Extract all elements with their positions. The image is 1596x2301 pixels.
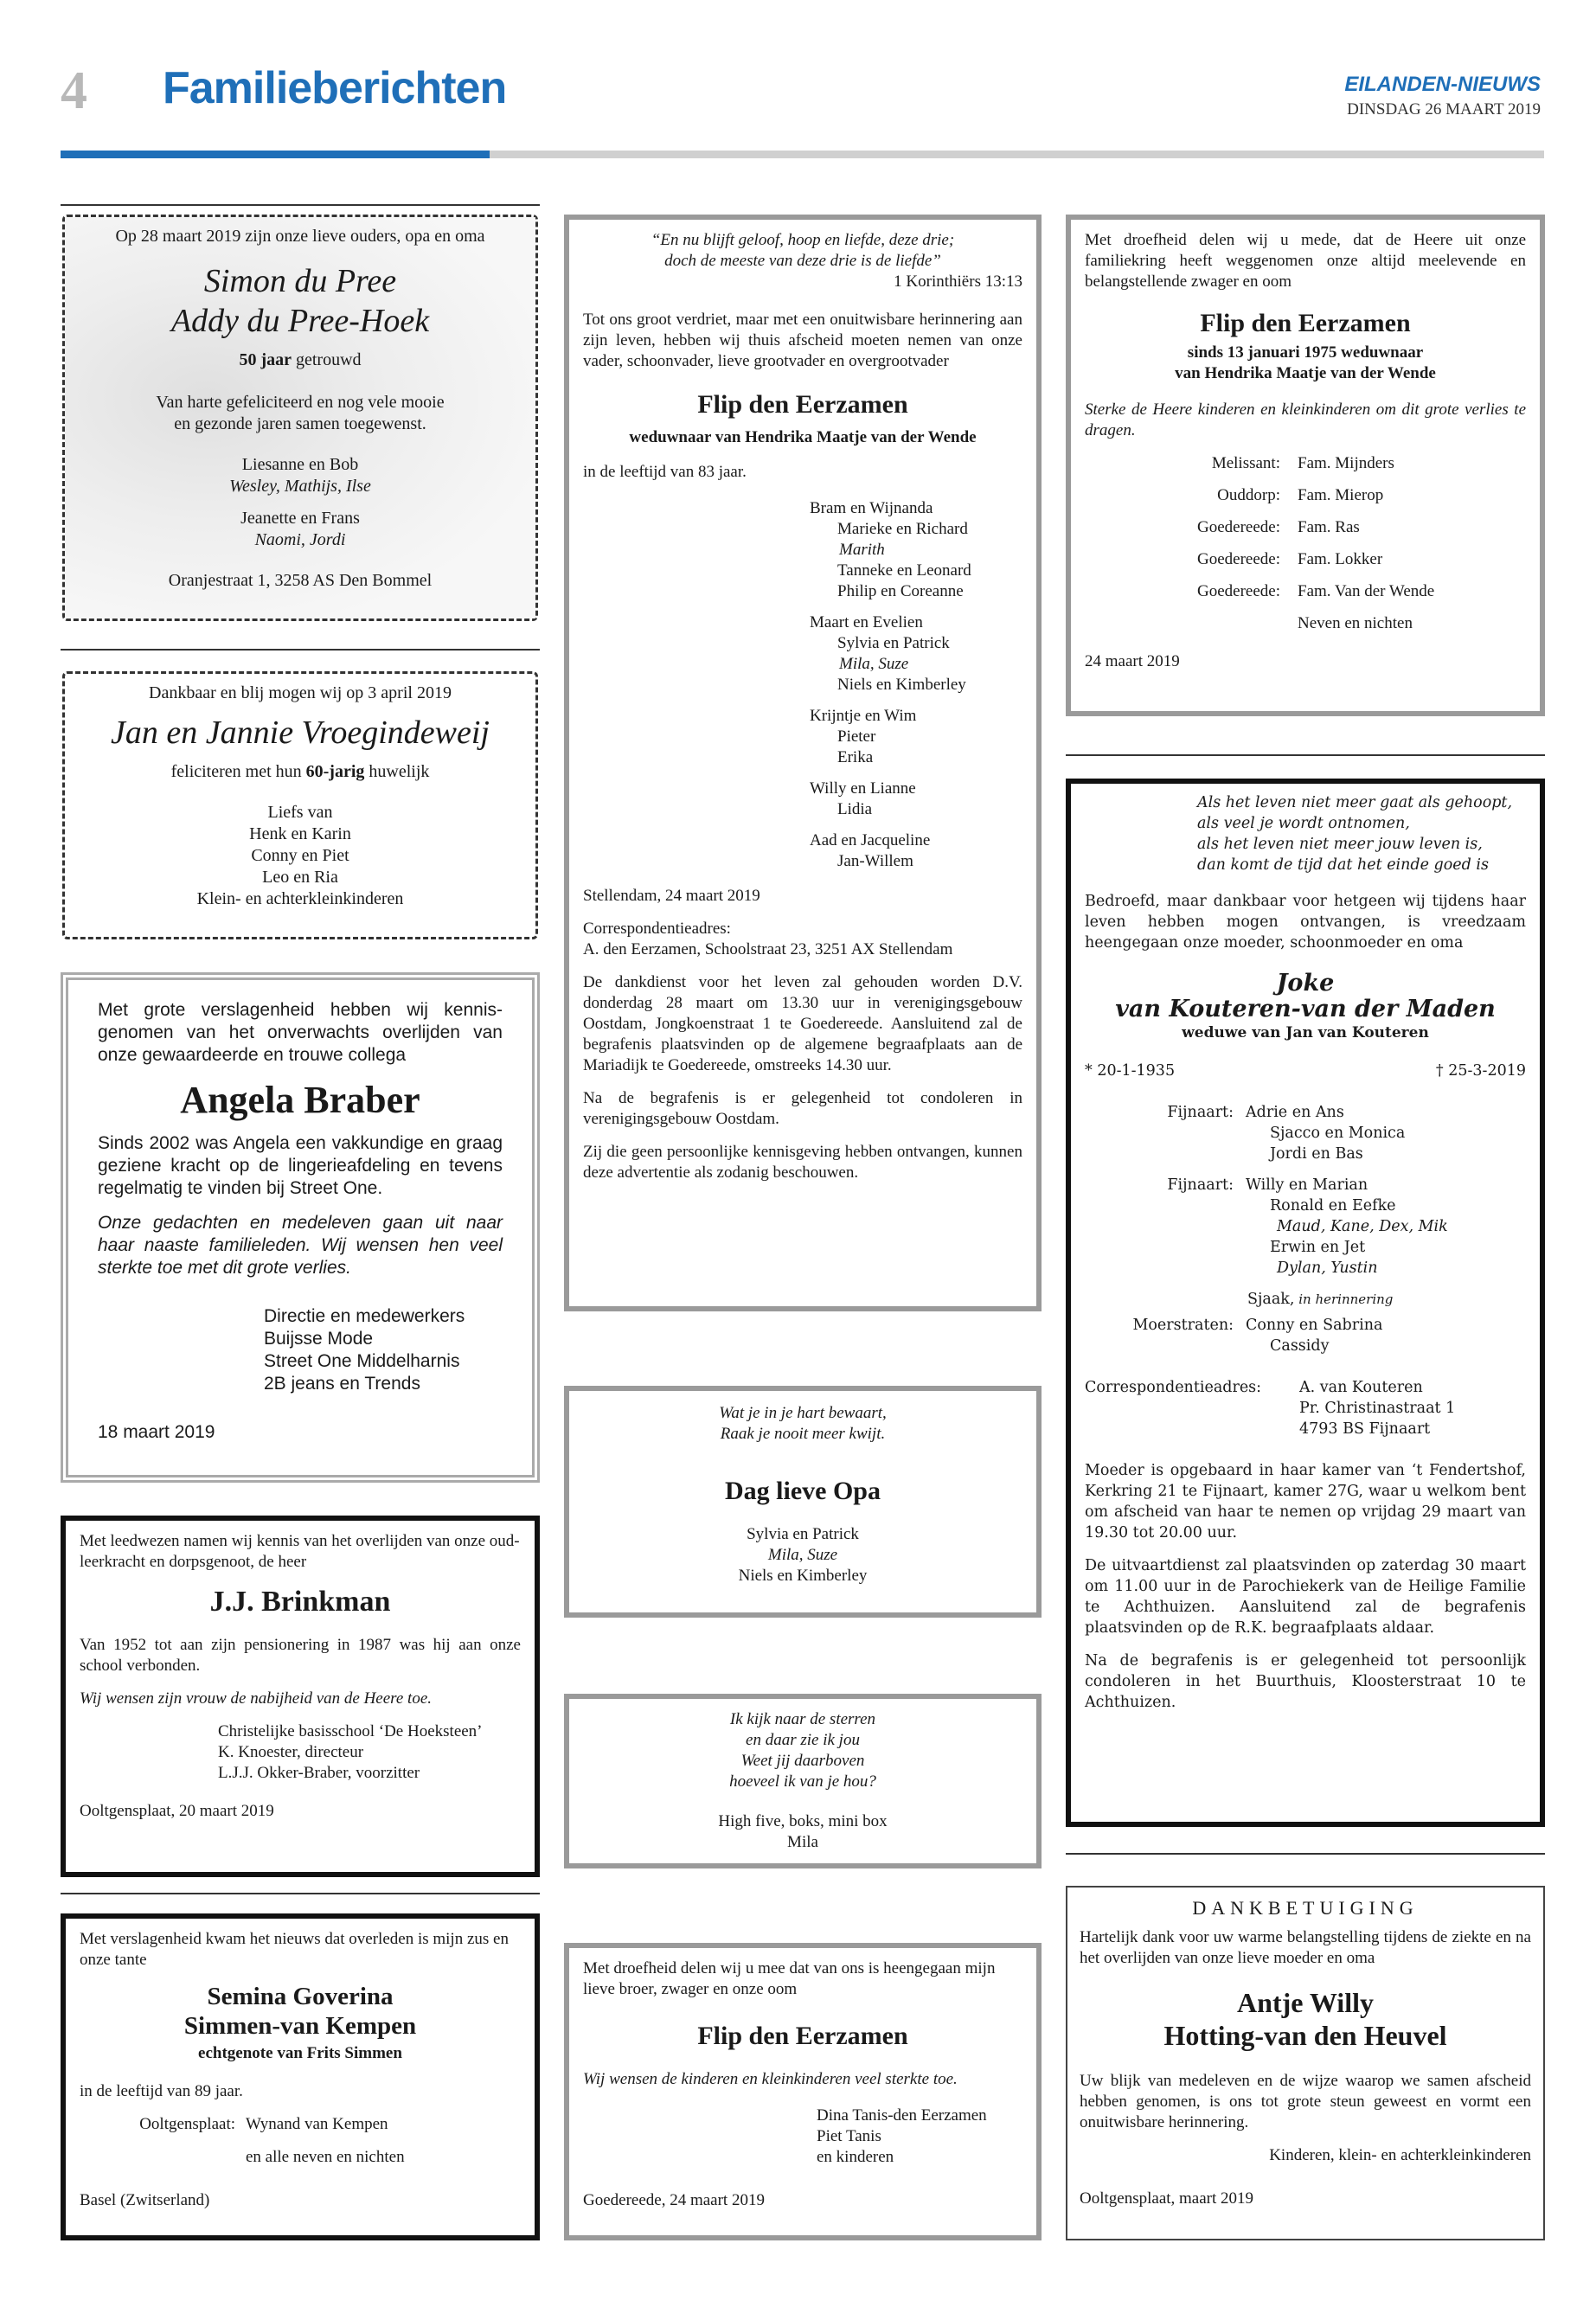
couple-name-2: Addy du Pree-Hoek [170,303,430,339]
ad-italic: Onze gedachten en medeleven gaan uit naar haar naaste familieleden. Wij wensen hen veel sterkte toe met dit grote verlies. [98,1213,503,1278]
congrats-text: huwelijk [364,762,430,781]
family-name: Fam. Mijnders [1298,454,1394,472]
signer: Kinderen, klein- en achterkleinkinderen [1269,2146,1531,2164]
deceased-name-2: Simmen-van Kempen [183,2012,417,2040]
family-line: Jeanette en Frans [240,509,360,528]
ad-bottom: Basel (Zwitserland) [80,2191,210,2209]
couple-name: Jan en Jannie Vroegindeweij [111,715,490,751]
family-table [1085,453,1526,634]
column-rule [61,1893,540,1894]
place-label: Fijnaart: [1167,1176,1234,1194]
signer: Mila [787,1833,818,1851]
family-row [1085,1216,1526,1237]
signer: K. Knoester, directeur [218,1743,364,1761]
family-member: Philip en Coreanne [837,582,964,600]
family-member: Marith [839,541,885,559]
quote-line: “En nu blijft geloof, hoop en liefde, deze drie; [651,231,955,249]
ad-intro: Met leedwezen namen wij kennis van het overlijden van onze oud-leerkracht en dorpsgenoot, de heer [80,1532,520,1571]
wish-line: en gezonde jaren samen toegewenst. [174,414,426,433]
signer: Directie en medewerkers [264,1306,465,1326]
signer: Christelijke basisschool ‘De Hoeksteen’ [218,1722,483,1740]
corr-label: Correspondentieadres: [1085,1379,1262,1396]
place-label [1085,1258,1246,1279]
family-member: Krijntje en Wim [810,707,917,725]
ad-italic: Wij wensen zijn vrouw de nabijheid van de Heere toe. [80,1689,433,1708]
birth-date: * 20-1-1935 [1085,1062,1176,1080]
signer: High five, boks, mini box [718,1812,888,1830]
family-member: Niels en Kimberley [837,676,966,694]
ad-intro: Dankbaar en blij mogen wij op 3 april 2019 [149,683,452,702]
place-label: Ouddorp: [1217,486,1280,504]
masthead-logo: EILANDEN-NIEUWS [1344,73,1541,96]
ad-flip-3 [564,1943,1042,2240]
ad-flip-1 [564,215,1042,1311]
family-gap [810,602,1022,612]
ad-vroegindeweij [62,671,538,939]
place-label: Ooltgensplaat: [139,2115,235,2133]
ad-date: Ooltgensplaat, 20 maart 2019 [80,1802,274,1820]
header-rule-accent [61,151,490,158]
quote-line: doch de meeste van deze drie is de liefde” [664,252,941,270]
family-name: Cassidy [1270,1337,1330,1355]
signer: Buijsse Mode [264,1329,374,1349]
deceased-name-2: van Kouteren-van der Maden [1115,996,1496,1022]
corr-label: Correspondentieadres: [583,920,731,938]
family-row [1085,549,1526,570]
place-date: Stellendam, 24 maart 2019 [583,887,760,905]
ad-text: Zij die geen persoonlijke kennisgeving hebben ontvangen, kunnen deze advertentie als zodanig beschouwen. [583,1143,1022,1182]
ad-date: 18 maart 2019 [98,1422,215,1442]
family-member: Pieter [837,727,876,746]
widower-line: weduwnaar van Hendrika Maatje van der Wende [629,428,977,446]
family-line: Liesanne en Bob [241,455,359,474]
family-row [1085,1237,1526,1258]
wish-line: Van harte gefeliciteerd en nog vele mooie [156,393,445,412]
place-label: Goedereede: [1197,550,1280,568]
deceased-name-1: Semina Goverina [207,1983,394,2010]
ad-text: Na de begrafenis is er gelegenheid tot persoonlijk condoleren in het Buurthuis, Kloosterstraat 10 te Achthuizen. [1085,1652,1526,1711]
ad-intro: Met droefheid delen wij u mede, dat de Heere uit onze familiekring heeft weggenomen onze altijd meelevende en belangstellende zwager en oom [1085,231,1526,291]
ad-text: Van 1952 tot aan zijn pensionering in 1987 was hij aan onze school verbonden. [80,1636,521,1675]
family-row [1085,581,1526,602]
ad-intro: Met droefheid delen wij u mee dat van ons is heengegaan mijn lieve broer, zwager en onze oom [583,1959,996,1998]
family-member: Adrie en Ans [1246,1104,1344,1121]
sign-line: Klein- en achterkleinkinderen [196,889,404,908]
ad-text: Uw blijk van medeleven en de wijze waarop we samen afscheid hebben genomen, is ons tot grote steun geweest en vormt een onuitwisbare herinnering. [1080,2072,1531,2131]
ad-intro: Met verslagenheid kwam het nieuws dat overleden is mijn zus en onze tante [80,1930,509,1969]
family-member: Dylan, Yustin [1277,1259,1378,1277]
signer: Dina Tanis-den Eerzamen [817,2106,987,2125]
signer: Wynand van Kempen [246,2115,388,2133]
corr-line: Pr. Christinastraat 1 [1299,1400,1456,1417]
family-member: Erika [837,748,874,766]
column-rule [1066,1853,1545,1855]
family-member: Ronald en Eefke [1270,1197,1396,1215]
family-name: Neven en nichten [1298,614,1413,632]
family-line: Naomi, Jordi [254,530,346,549]
family-row [1085,1175,1526,1195]
widower-line: sinds 13 januari 1975 weduwnaar [1187,343,1424,362]
ad-title: DANKBETUIGING [1192,1897,1419,1919]
quote-line: en daar zie ik jou [746,1731,860,1749]
ad-text: De uitvaartdienst zal plaatsvinden op zaterdag 30 maart om 11.00 uur in de Parochiekerk van de Heilige Familie te Achthuizen. Aansluitend zal de begrafenis plaatsvinden op de R.K. begraafplaats aldaar. [1085,1557,1526,1637]
years-married: 50 jaar [239,350,292,369]
deceased-name-1: Antje Willy [1237,1987,1374,2018]
age-line: in de leeftijd van 89 jaar. [80,2082,243,2100]
ad-date: Ooltgensplaat, maart 2019 [1080,2189,1254,2208]
family-member: Marieke en Richard [837,520,968,538]
ad-intro: Met grote verslagenheid hebben wij kennisgenomen van het onverwachts overlijden van onze gewaardeerde en trouwe collega [98,1000,503,1065]
family-row [1085,1195,1526,1216]
quote-line: Wat je in je hart bewaart, [719,1404,887,1422]
corr-line: A. van Kouteren [1299,1379,1423,1396]
signer: Street One Middelharnis [264,1351,460,1371]
sign-line: Conny en Piet [251,846,349,865]
deceased-name: Flip den Eerzamen [697,390,908,419]
ad-date: 24 maart 2019 [1085,652,1180,670]
family-member: Tanneke en Leonard [837,561,971,580]
sign-line: Henk en Karin [249,824,351,843]
quote-line: Als het leven niet meer gaat als gehoopt, [1197,794,1513,811]
sjaak-name: Sjaak, [1247,1291,1295,1308]
issue-date: DINSDAG 26 MAART 2019 [1347,100,1541,119]
family-member: Aad en Jacqueline [810,831,931,849]
place-label: Goedereede: [1197,582,1280,600]
deceased-name: Flip den Eerzamen [1200,309,1411,337]
family-member: Willy en Marian [1246,1176,1368,1194]
ad-text: Sinds 2002 was Angela een vakkundige en graag geziene kracht op de lingerieafdeling en tevens regelmatig te vinden bij Street One. [98,1133,503,1198]
family-table [1085,1102,1526,1289]
jubilee-years: 60-jarig [305,762,365,781]
family-gap [810,695,1022,706]
signer: L.J.J. Okker-Braber, voorzitter [218,1764,420,1782]
column-rule [61,204,540,206]
family-gap [1085,1279,1526,1289]
quote-line: als veel je wordt ontnomen, [1197,815,1410,832]
family-name: Fam. Lokker [1298,550,1383,568]
place-label: Moerstraten: [1132,1317,1234,1334]
quote-line: dan komt de tijd dat het einde goed is [1197,856,1489,874]
family-member: Lidia [837,800,873,818]
ad-opa [564,1386,1042,1618]
signer: Sylvia en Patrick [747,1525,859,1543]
death-date: † 25-3-2019 [1435,1062,1526,1080]
family-name: Conny en Sabrina [1246,1317,1383,1334]
ad-joke [1066,779,1545,1827]
family-name: Fam. Van der Wende [1298,582,1435,600]
congrats-text: feliciteren met hun [170,762,306,781]
ad-intro: Op 28 maart 2019 zijn onze lieve ouders, opa en oma [115,227,485,246]
ad-flip-2 [1066,215,1545,716]
address: Oranjestraat 1, 3258 AS Den Bommel [168,571,433,590]
sign-line: Leo en Ria [262,868,338,887]
column-rule [61,649,540,651]
family-row [1085,485,1526,506]
family-member: Bram en Wijnanda [810,499,933,517]
quote-line: hoeveel ik van je hou? [729,1772,876,1791]
family-member: Maart en Evelien [810,613,923,631]
family-row [1085,453,1526,474]
ad-dupree [62,215,538,621]
family-list [583,498,1022,872]
ad-intro: Bedroefd, maar dankbaar voor hetgeen wij tijdens haar leven hebben mogen ontvangen, is vreedzaam heengegaan onze moeder, schoonmoeder en oma [1085,893,1526,952]
ad-text: Moeder is opgebaard in haar kamer van ‘t Fendertshof, Kerkring 21 te Fijnaart, kamer 27G, waar u welkom bent om afscheid van haar te nemen op vrijdag 29 maart van 19.30 tot 20.00 uur. [1085,1462,1526,1541]
place-label: Melissant: [1211,454,1280,472]
page-number: 4 [61,61,87,120]
family-member: Maud, Kane, Dex, Mik [1277,1218,1448,1235]
place-label [1085,1123,1246,1144]
place-label [1085,613,1298,634]
section-title: Familieberichten [163,63,507,113]
ad-italic: Wij wensen de kinderen en kleinkinderen veel sterkte toe. [583,2070,958,2088]
deceased-name: Angela Braber [180,1079,420,1121]
family-row [1085,1123,1526,1144]
family-row [1085,1144,1526,1164]
ad-heading: Dag lieve Opa [725,1477,881,1505]
corr-line: 4793 BS Fijnaart [1299,1420,1431,1438]
place-label [1085,1237,1246,1258]
place-label [1085,1144,1246,1164]
signer: en alle neven en nichten [246,2148,405,2166]
family-row [1085,1258,1526,1279]
quote-line: Raak je nooit meer kwijt. [720,1425,886,1443]
ad-date: Goedereede, 24 maart 2019 [583,2191,765,2209]
ad-text: De dankdienst voor het leven zal gehouden worden D.V. donderdag 28 maart om 13.30 uur in verenigingsgebouw Oostdam, Jongkoenstraat 1 te Goedereede. Aansluitend zal de begrafenis plaatsvinden op de algemene begraafplaats aan de Mariadijk te Goedereede, omstreeks 14.30 uur. [583,973,1022,1074]
family-gap [810,820,1022,830]
deceased-name-2: Hotting-van den Heuvel [1163,2020,1447,2051]
deceased-name: Flip den Eerzamen [697,2022,908,2050]
signer: Niels en Kimberley [738,1567,868,1585]
family-gap [810,768,1022,779]
family-line: Wesley, Mathijs, Ilse [229,477,371,496]
family-member: Jordi en Bas [1270,1145,1363,1163]
family-member: Erwin en Jet [1270,1239,1366,1256]
ad-dankbetuiging [1066,1886,1545,2240]
quote-line: als het leven niet meer jouw leven is, [1197,836,1483,853]
ad-intro: Hartelijk dank voor uw warme belangstelling tijdens de ziekte en na het overlijden van onze lieve moeder en oma [1080,1928,1531,1967]
age-line: in de leeftijd van 83 jaar. [583,463,747,481]
family-row [1085,1102,1526,1123]
couple-name-1: Simon du Pree [203,263,397,299]
column-rule [1066,754,1545,756]
family-name: Fam. Mierop [1298,486,1384,504]
corr-address: A. den Eerzamen, Schoolstraat 23, 3251 AX Stellendam [583,940,953,958]
widower-line: van Hendrika Maatje van der Wende [1175,364,1436,382]
deceased-name: J.J. Brinkman [209,1586,391,1618]
family-gap [1085,1164,1526,1175]
deceased-name-1: Joke [1276,970,1335,997]
place-label [1085,1216,1246,1237]
ad-italic: Sterke de Heere kinderen en kleinkinderen om dit grote verlies te dragen. [1085,401,1526,439]
place-label: Fijnaart: [1167,1104,1234,1121]
place-label [1085,1195,1246,1216]
years-suffix: getrouwd [292,350,362,369]
signer: Mila, Suze [767,1546,838,1564]
family-row [1085,517,1526,538]
quote-line: Weet jij daarboven [740,1752,865,1770]
ad-angela [61,972,540,1483]
signer: Piet Tanis [817,2127,881,2145]
in-memory-note: in herinnering [1294,1292,1394,1307]
sign-line: Liefs van [267,803,333,822]
place-label: Goedereede: [1197,518,1280,536]
family-member: Willy en Lianne [810,779,916,798]
family-member: Sjacco en Monica [1270,1125,1406,1142]
family-member: Mila, Suze [839,655,909,673]
ad-intro: Tot ons groot verdriet, maar met een onuitwisbare herinnering aan zijn leven, hebben wij thuis afscheid moeten nemen van onze vader, schoonvader, lieve grootvader en overgrootvader [583,311,1022,370]
family-member: Sylvia en Patrick [837,634,950,652]
family-member: Jan-Willem [837,852,913,870]
ad-sterren [564,1694,1042,1868]
signer: en kinderen [817,2148,894,2166]
family-row [1085,613,1526,634]
signer: 2B jeans en Trends [264,1374,420,1394]
ad-semina [61,1913,540,2240]
family-name: Fam. Ras [1298,518,1360,536]
ad-text: Na de begrafenis is er gelegenheid tot condoleren in verenigingsgebouw Oostdam. [583,1089,1022,1128]
ad-brinkman [61,1516,540,1877]
quote-line: Ik kijk naar de sterren [729,1710,876,1728]
quote-source: 1 Korinthiërs 13:13 [894,272,1022,291]
spouse-line: echtgenote van Frits Simmen [198,2044,402,2062]
widow-line: weduwe van Jan van Kouteren [1182,1024,1429,1042]
